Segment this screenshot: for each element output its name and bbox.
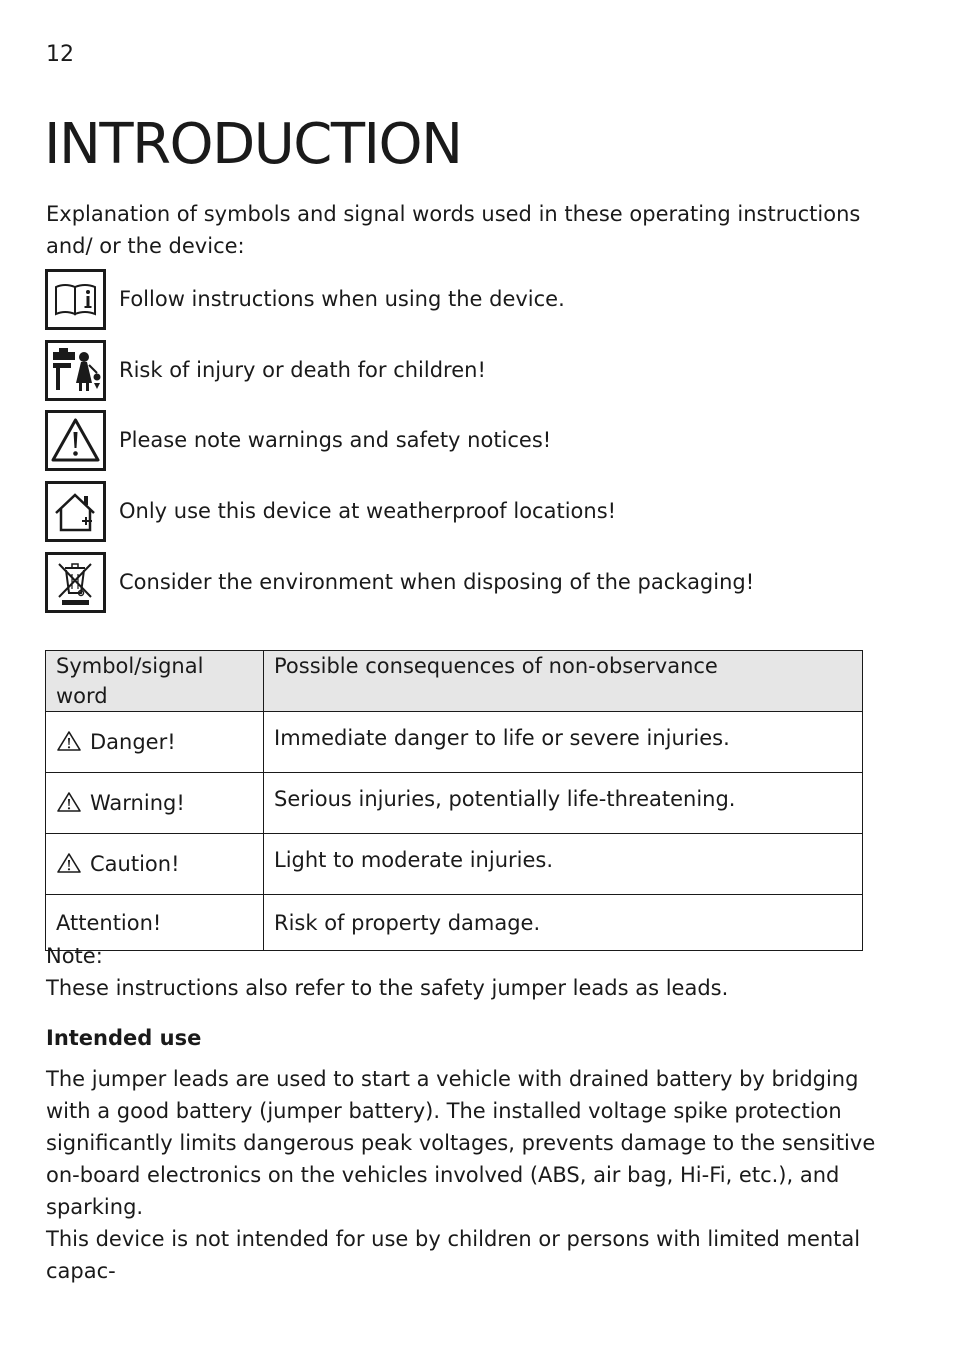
symbol-text: Risk of injury or death for children! xyxy=(119,358,486,382)
intended-use-paragraph: The jumper leads are used to start a vehicle with drained battery by bridging with a good battery (jumper battery). The installed voltage spike protection significantly limits dangerous peak voltages, prevents damage to the sensitive on-board electronics on the vehicles involved (ABS, air bag, Hi-Fi, etc.), and sparking. xyxy=(46,1067,876,1219)
consequence-cell: Risk of property damage. xyxy=(264,895,863,951)
table-row xyxy=(46,834,863,895)
symbol-text: Only use this device at weatherproof locations! xyxy=(119,499,617,523)
table-row xyxy=(46,712,863,773)
consequence-cell: Light to moderate injuries. xyxy=(264,834,863,895)
symbol-text: Follow instructions when using the device. xyxy=(119,287,565,311)
symbol-row-warnings xyxy=(45,410,845,471)
table-row xyxy=(46,895,863,951)
warning-triangle-icon xyxy=(56,730,82,752)
table-header-symbol: Symbol/signal word xyxy=(46,651,264,712)
child-hazard-icon xyxy=(45,340,106,401)
info-book-icon xyxy=(45,269,106,330)
page-number: 12 xyxy=(46,42,74,67)
intended-use-paragraph: This device is not intended for use by children or persons with limited mental capac- xyxy=(46,1227,861,1283)
table-row xyxy=(46,773,863,834)
signal-word: Caution! xyxy=(90,852,180,876)
symbol-row-environment xyxy=(45,552,845,613)
signal-word-cell xyxy=(46,895,264,951)
signal-word-cell xyxy=(46,834,264,895)
page-title: INTRODUCTION xyxy=(44,112,462,177)
intended-use-heading: Intended use xyxy=(46,1026,202,1050)
symbol-row-weatherproof xyxy=(45,481,845,542)
crossed-bin-icon xyxy=(45,552,106,613)
signal-word: Warning! xyxy=(90,791,185,815)
consequence-cell: Immediate danger to life or severe injuries. xyxy=(264,712,863,773)
signal-word-cell xyxy=(46,773,264,834)
consequence-cell: Serious injuries, potentially life-threatening. xyxy=(264,773,863,834)
symbol-row-instructions xyxy=(45,269,845,330)
signal-word: Attention! xyxy=(56,910,162,935)
warning-triangle-icon xyxy=(45,410,106,471)
signal-word-table xyxy=(45,650,863,951)
note-label: Note: xyxy=(46,944,103,968)
signal-word-cell xyxy=(46,712,264,773)
symbol-row-children xyxy=(45,340,845,401)
table-header-row xyxy=(46,651,863,712)
intro-text: Explanation of symbols and signal words used in these operating instructions and/ or the device: xyxy=(46,202,861,258)
table-header-consequences: Possible consequences of non-observance xyxy=(264,651,863,712)
signal-word: Danger! xyxy=(90,730,176,754)
symbol-text: Please note warnings and safety notices! xyxy=(119,428,552,452)
weatherproof-house-icon xyxy=(45,481,106,542)
warning-triangle-icon xyxy=(56,791,82,813)
note-text: These instructions also refer to the safety jumper leads as leads. xyxy=(46,976,729,1000)
warning-triangle-icon xyxy=(56,852,82,874)
symbol-text: Consider the environment when disposing of the packaging! xyxy=(119,570,755,594)
